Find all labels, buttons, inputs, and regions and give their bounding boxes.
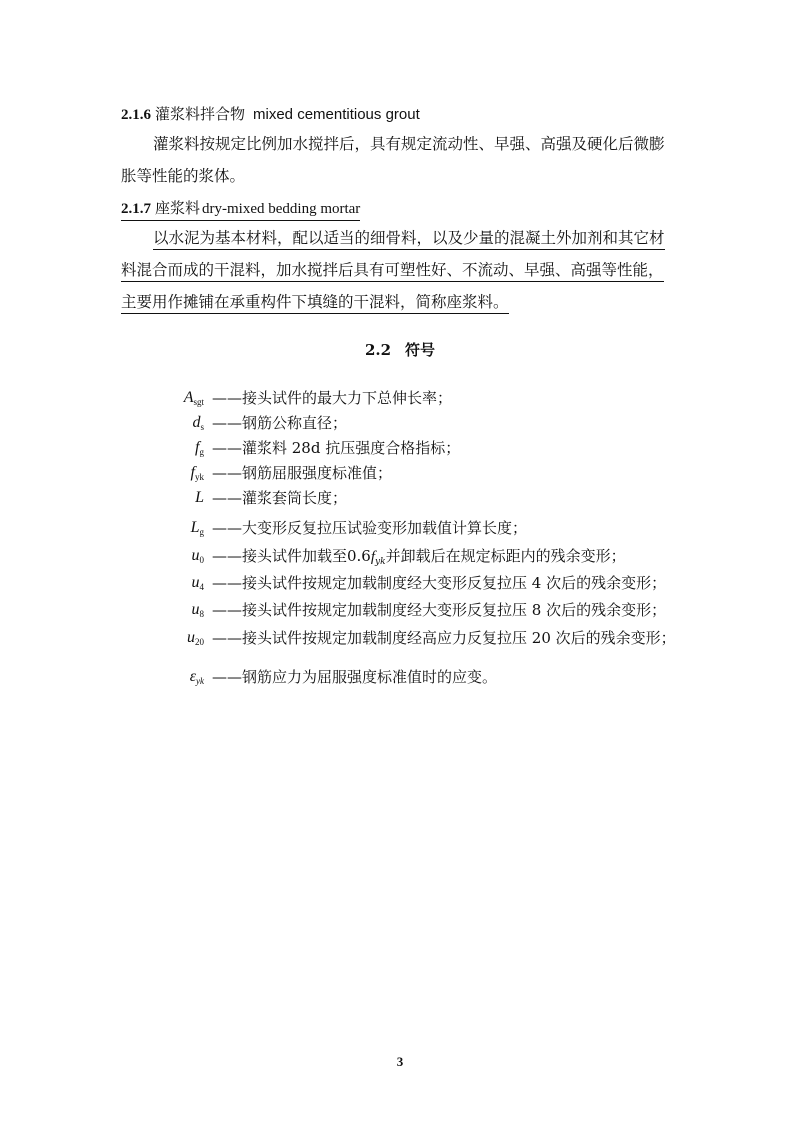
section-number: 2.1.6 [121,107,151,123]
symbol: $f_{yk}$ [190,464,204,482]
symbol: $u_0$ [191,547,204,565]
symbol-description: ——接头试件按规定加载制度经大变形反复拉压 4 次后的残余变形； [212,574,667,592]
paragraph-line: 灌浆料按规定比例加水搅拌后，具有规定流动性、早强、高强及硬化后微膨 [153,135,665,153]
section-title: 符号 [405,341,436,359]
symbol-description: ——钢筋屈服强度标准值； [212,464,393,482]
section-number: 2.1.7 [121,201,151,217]
symbol: $d_s$ [192,414,204,432]
symbol: L [195,489,204,506]
section-title-en: dry-mixed bedding mortar [202,201,361,217]
symbol-description: ——接头试件按规定加载制度经高应力反复拉压 20 次后的残余变形； [212,629,676,647]
paragraph-line: 以水泥为基本材料，配以适当的细骨料，以及少量的混凝土外加剂和其它材 [153,229,665,250]
paragraph-line: 胀等性能的浆体。 [121,167,246,185]
symbol: $\varepsilon_{yk}$ [189,668,204,686]
symbol: $u_4$ [191,574,204,592]
symbol: $A_{sgt}$ [183,389,204,407]
symbol-description: ——钢筋公称直径； [212,414,348,432]
section-title-cn: 座浆料 [155,199,201,217]
section-number: 2.2 [364,341,392,359]
symbol-description: ——接头试件加载至$0.6f_{yk}$并卸载后在规定标距内的残余变形； [212,547,626,567]
paragraph-line: 料混合而成的干混料，加水搅拌后具有可塑性好、不流动、早强、高强等性能， [121,261,664,282]
symbol-description: ——接头试件按规定加载制度经大变形反复拉压 8 次后的残余变形； [212,601,667,619]
symbol: $u_8$ [191,601,204,619]
section-title-cn: 灌浆料拌合物 [155,105,246,123]
symbol: $L_g$ [190,519,204,537]
page-number: 3 [396,1054,404,1069]
paragraph-line: 主要用作摊铺在承重构件下填缝的干混料，简称座浆料。 [121,293,509,314]
section-heading-2-1-6 [121,104,420,125]
paragraph-2-1-6 [121,128,686,192]
section-title-en: mixed cementitious grout [253,106,420,123]
symbol: $u_{20}$ [187,629,204,647]
paragraph-2-1-7 [121,222,686,318]
section-heading-2-2 [0,340,800,360]
symbol-description: ——大变形反复拉压试验变形加载值计算长度； [212,519,528,537]
symbol-description: ——灌浆套筒长度； [212,489,348,507]
symbol-description: ——灌浆料 28d 抗压强度合格指标； [212,439,461,457]
section-heading-2-1-7 [121,198,360,221]
symbol: $f_g$ [195,439,204,457]
symbol-description: ——钢筋应力为屈服强度标准值时的应变。 [212,668,498,686]
symbol-description: ——接头试件的最大力下总伸长率； [212,389,453,407]
